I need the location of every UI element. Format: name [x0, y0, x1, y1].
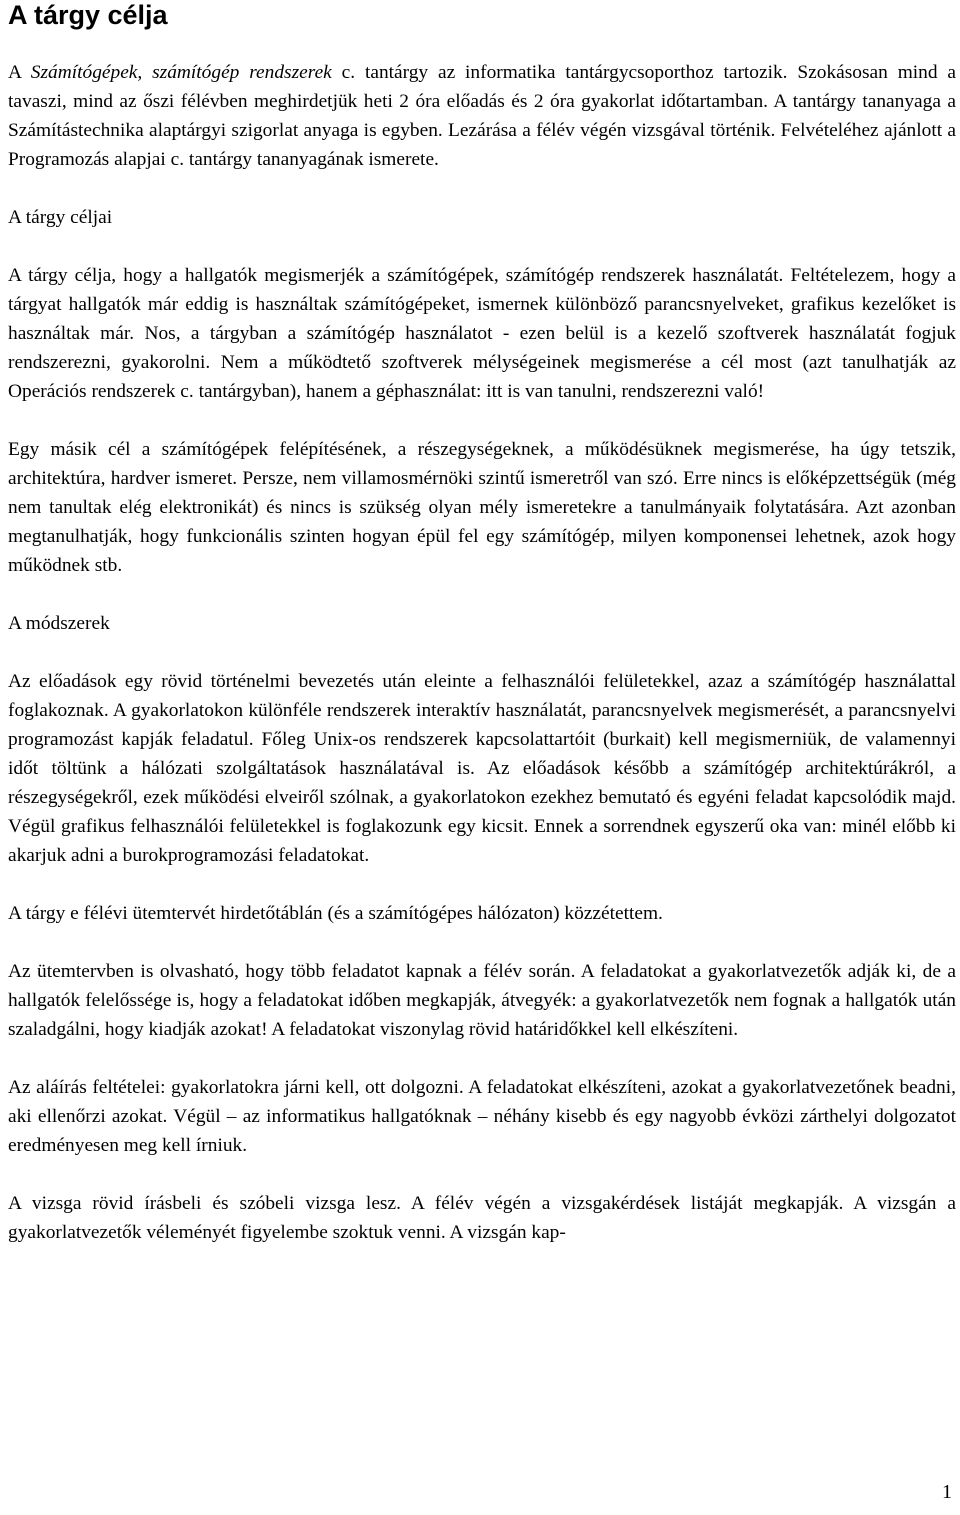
intro-rest: c. tantárgy az informatika tantárgycsoporthoz tartozik. Szokásosan mind a tavaszi, mind az őszi félévben meghirdetjük heti 2 óra előadás és 2 óra gyakorlat időtartamban. A tantárgy tananyaga a Számítástechnika alaptárgyi szigorlat anyaga is egyben. Lezárása a félév végén vizsgával történik. Felvételéhez ajánlott a Programozás alapjai c. tantárgy tananyagának ismerete. — [8, 62, 957, 170]
goals-paragraph-1: A tárgy célja, hogy a hallgatók megismerjék a számítógépek, számítógép rendszerek használatát. Feltételezem, hogy a tárgyat hallgatók már eddig is használtak számítógépeket, ismernek különböző parancsnyelveket, grafikus kezelőket is használtak már. Nos, a tárgyban a számítógép használatot - ezen belül is a kezelő szoftverek használatát fogjuk rendszerezni, gyakorolni. Nem a működtető szoftverek mélységeinek megismerése a cél most (azt tanulhatják az Operációs rendszerek c. tantárgyban), hanem a géphasználat: itt is van tanulni, rendszerezni való! — [8, 265, 956, 402]
section-heading-goals: A tárgy céljai — [8, 207, 113, 228]
intro-lead: A — [8, 62, 31, 83]
page-number: 1 — [942, 1481, 952, 1503]
methods-paragraph-5: A vizsga rövid írásbeli és szóbeli vizsga lesz. A félév végén a vizsgakérdések listáját megkapják. A vizsgán a gyakorlatvezetők véleményét figyelembe szoktuk venni. A vizsgán kap- — [8, 1193, 956, 1243]
methods-paragraph-2: A tárgy e félévi ütemtervét hirdetőtáblán (és a számítógépes hálózaton) közzétettem. — [8, 903, 663, 924]
methods-paragraph-1: Az előadások egy rövid történelmi bevezetés után eleinte a felhasználói felületekkel, azaz a számítógép használattal foglakoznak. A gyakorlatokon különféle rendszerek interaktív használatát, parancsnyelvek megismerését, a parancsnyelvi programozást kapják feladatul. Főleg Unix-os rendszerek kapcsolattartóit (burkait) kell megismerniük, de valamennyi időt töltünk a hálózati szolgáltatások használatával is. Az előadások később a számítógép architektúrákról, a részegységekről, ezek működési elveiről szólnak, a gyakorlatokon ezekhez bemutató és egyéni feladat kapcsolódik majd. Végül grafikus felhasználói felületekkel is foglakozunk egy kicsit. Ennek a sorrendnek egyszerű oka van: minél előbb ki akarjuk adni a burokprogramozási feladatokat. — [8, 671, 956, 866]
methods-paragraph-4: Az aláírás feltételei: gyakorlatokra járni kell, ott dolgozni. A feladatokat elkészíteni, azokat a gyakorlatvezetőnek beadni, aki ellenőrzi azokat. Végül – az informatikus hallgatóknak – néhány kisebb és egy nagyobb évközi zárthelyi dolgozatot eredményesen meg kell írniuk. — [8, 1077, 956, 1156]
section-heading-methods: A módszerek — [8, 613, 110, 634]
page-title: A tárgy célja — [8, 0, 168, 30]
intro-paragraph — [8, 58, 956, 174]
document-body — [8, 58, 956, 1247]
course-name: Számítógépek, számítógép rendszerek — [30, 62, 332, 83]
goals-paragraph-2: Egy másik cél a számítógépek felépítésének, a részegységeknek, a működésüknek megismerése, ha úgy tetszik, architektúra, hardver ismeret. Persze, nem villamosmérnöki szintű ismeretről van szó. Erre nincs is előképzettségük (még nem tanultak elég elektronikát) és nincs is szükség olyan mély ismeretekre a tanulmányaik folytatására. Azt azonban megtanulhatják, hogy funkcionális szinten hogyan épül fel egy számítógép, milyen komponensei lehetnek, azok hogy működnek stb. — [8, 439, 956, 576]
methods-paragraph-3: Az ütemtervben is olvasható, hogy több feladatot kapnak a félév során. A feladatokat a gyakorlatvezetők adják ki, de a hallgatók felelőssége is, hogy a feladatokat időben megkapják, átvegyék: a gyakorlatvezetők nem fognak a hallgatók után szaladgálni, hogy kiadják azokat! A feladatokat viszonylag rövid határidőkkel kell elkészíteni. — [8, 961, 956, 1040]
